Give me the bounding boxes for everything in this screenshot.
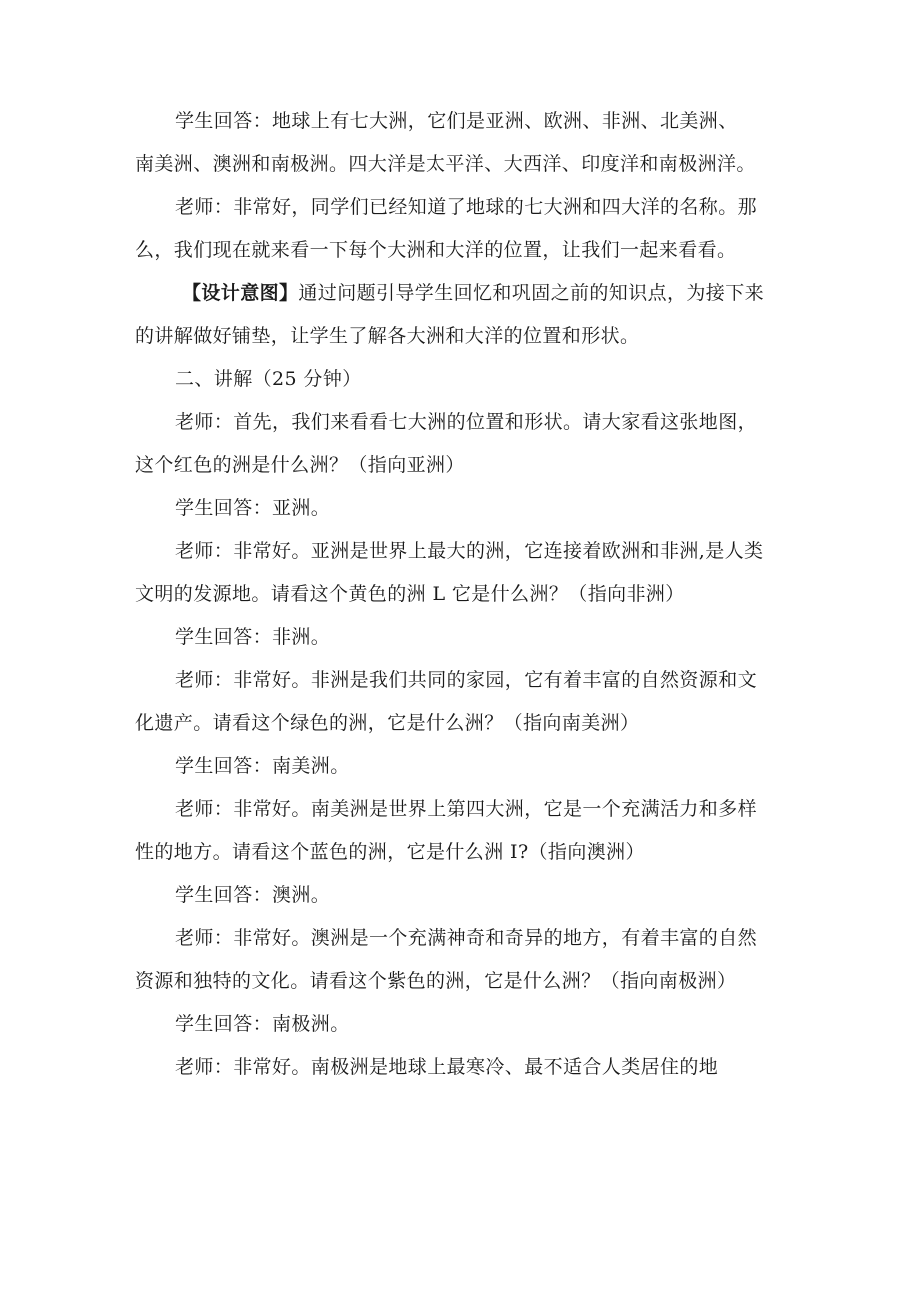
text-line: 文明的发源地。请看这个黄色的洲 L 它是什么洲？（指向非洲） bbox=[135, 583, 685, 605]
design-intent-label: 【设计意图】 bbox=[182, 282, 299, 304]
paragraph-student-south-america bbox=[135, 745, 790, 788]
paragraph-student-answer-continents bbox=[135, 100, 790, 186]
paragraph-teacher-africa-question bbox=[135, 530, 790, 616]
text-line: 老师：非常好。南极洲是地球上最寒冷、最不适合人类居住的地 bbox=[175, 1056, 719, 1078]
text-line: 这个红色的洲是什么洲？（指向亚洲） bbox=[135, 454, 465, 476]
text-line: 南美洲、澳洲和南极洲。四大洋是太平洋、大西洋、印度洋和南极洲洋。 bbox=[135, 153, 756, 175]
paragraph-teacher-antarctica-question bbox=[135, 917, 790, 1003]
text-line: 化遗产。请看这个绿色的洲，它是什么洲？（指向南美洲） bbox=[135, 712, 640, 734]
paragraph-teacher-antarctica-description bbox=[135, 1046, 790, 1089]
text-line: 老师：非常好，同学们已经知道了地球的七大洲和四大洋的名称。那 bbox=[175, 196, 758, 218]
text-line: 老师：非常好。非洲是我们共同的家园，它有着丰富的自然资源和文 bbox=[175, 669, 758, 691]
document-page bbox=[135, 100, 790, 1089]
design-intent-text: 通过问题引导学生回忆和巩固之前的知识点，为接下来 bbox=[298, 282, 765, 304]
text-line: 学生回答：澳洲。 bbox=[175, 884, 331, 906]
text-line: 老师：首先，我们来看看七大洲的位置和形状。请大家看这张地图， bbox=[175, 411, 758, 433]
text-line: 老师：非常好。亚洲是世界上最大的洲，它连接着欧洲和非洲,是人类 bbox=[175, 540, 764, 562]
section-heading-explanation bbox=[135, 358, 790, 401]
text-line: 二、讲解（25 分钟） bbox=[175, 368, 362, 390]
text-line: 学生回答：南极洲。 bbox=[175, 1013, 350, 1035]
text-line: 老师：非常好。澳洲是一个充满神奇和奇异的地方，有着丰富的自然 bbox=[175, 927, 758, 949]
paragraph-student-asia bbox=[135, 487, 790, 530]
text-line: 么，我们现在就来看一下每个大洲和大洋的位置，让我们一起来看看。 bbox=[135, 239, 737, 261]
text-line: 的讲解做好铺垫，让学生了解各大洲和大洋的位置和形状。 bbox=[135, 325, 640, 347]
paragraph-design-intent bbox=[135, 272, 790, 358]
text-line: 老师：非常好。南美洲是世界上第四大洲，它是一个充满活力和多样 bbox=[175, 798, 758, 820]
text-line: 学生回答：南美洲。 bbox=[175, 755, 350, 777]
text-line: 学生回答：地球上有七大洲，它们是亚洲、欧洲、非洲、北美洲、 bbox=[175, 110, 738, 132]
text-line bbox=[135, 272, 790, 315]
text-line: 资源和独特的文化。请看这个紫色的洲，它是什么洲？（指向南极洲） bbox=[135, 970, 737, 992]
paragraph-teacher-australia-question bbox=[135, 788, 790, 874]
paragraph-student-africa bbox=[135, 616, 790, 659]
paragraph-teacher-intro bbox=[135, 186, 790, 272]
text-line: 学生回答：亚洲。 bbox=[175, 497, 331, 519]
text-line: 性的地方。请看这个蓝色的洲，它是什么洲 I?（指向澳洲） bbox=[135, 841, 645, 863]
paragraph-student-australia bbox=[135, 874, 790, 917]
text-line: 学生回答：非洲。 bbox=[175, 626, 331, 648]
paragraph-teacher-south-america-question bbox=[135, 659, 790, 745]
paragraph-teacher-asia-question bbox=[135, 401, 790, 487]
paragraph-student-antarctica bbox=[135, 1003, 790, 1046]
